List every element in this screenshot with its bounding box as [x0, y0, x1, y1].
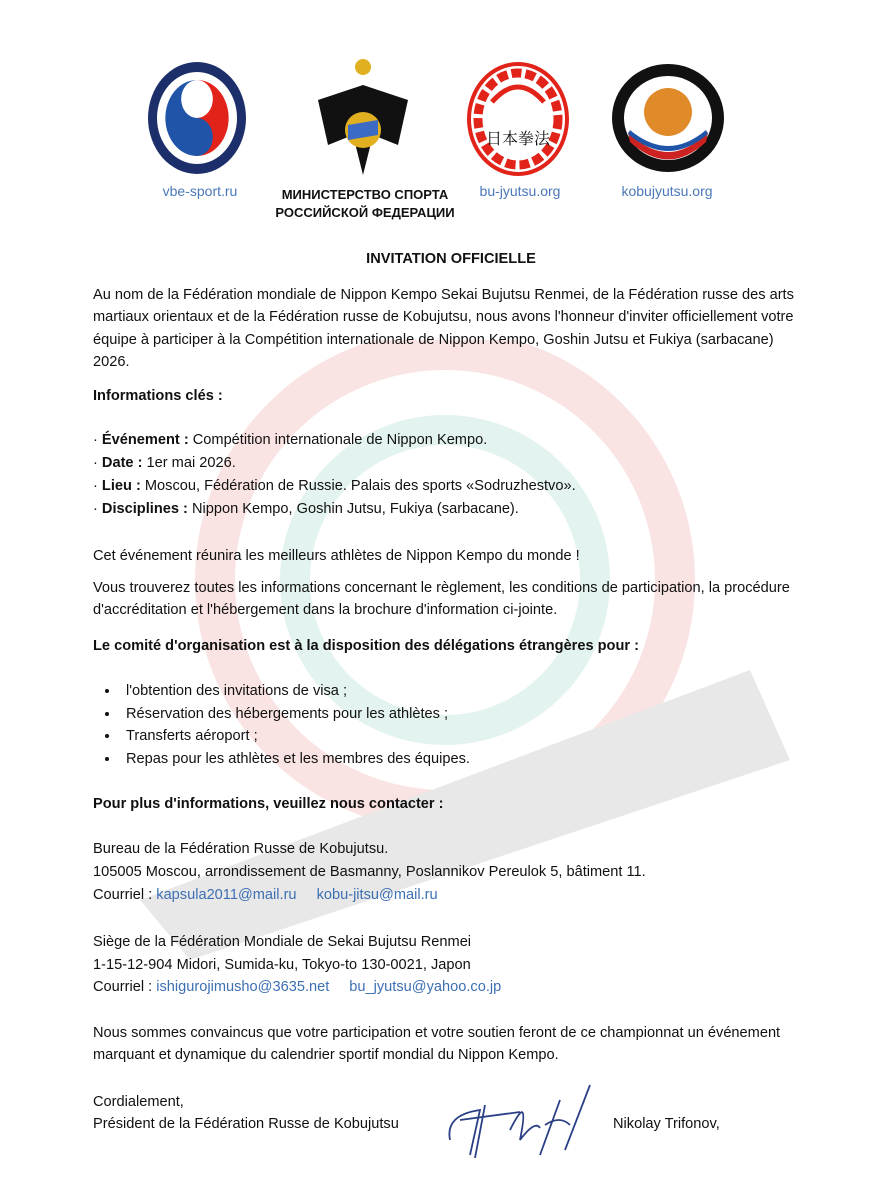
para-event: Cet événement réunira les meilleurs athlètes de Nippon Kempo du monde ! — [93, 548, 580, 564]
ministry-caption: МИНИСТЕРСТВО СПОРТА РОССИЙСКОЙ ФЕДЕРАЦИИ — [275, 187, 455, 220]
list-item: • l'obtention des invitations de visa ; — [120, 680, 840, 703]
contact-renmei: Siège de la Fédération Mondiale de Sekai Bujutsu Renmei 1-15-12-904 Midori, Sumida-ku, Tokyo-to 130-0021, Japon Courriel : ishigurojimusho@3635.net bu_jyutsu@yahoo.co.jp — [93, 934, 502, 995]
list-item: • Transferts aéroport ; — [120, 725, 840, 748]
signature-block: Cordialement, Président de la Fédération Russe de Kobujutsu — [93, 1094, 399, 1133]
key-info-heading: Informations clés : — [93, 388, 223, 404]
key-info-item: · Événement : Compétition internationale de Nippon Kempo. — [93, 432, 488, 448]
closing-paragraph: Nous sommes convaincus que votre participation et votre soutien feront de ce championnat un événement marquant et dynamique du calendrier sportif mondial du Nippon Kempo. — [93, 1025, 781, 1064]
email-link[interactable]: bu_jyutsu@yahoo.co.jp — [349, 979, 502, 995]
key-info-item: · Lieu : Moscou, Fédération de Russie. Palais des sports «Sodruzhestvo». — [93, 478, 576, 494]
email-link[interactable]: kapsula2011@mail.ru — [156, 887, 297, 903]
nippon-kempo-logo — [467, 62, 569, 176]
contact-heading: Pour plus d'informations, veuillez nous contacter : — [93, 796, 444, 812]
committee-list — [93, 680, 840, 770]
email-link[interactable]: kobu-jitsu@mail.ru — [316, 887, 438, 903]
vbe-caption[interactable]: vbe-sport.ru — [162, 183, 238, 199]
vbe-logo — [146, 60, 248, 177]
key-info-item: · Disciplines : Nippon Kempo, Goshin Jutsu, Fukiya (sarbacane). — [93, 501, 519, 517]
kobudzyutsu-logo — [610, 62, 726, 174]
para-brochure: Vous trouverez toutes les informations concernant le règlement, les conditions de participation, la procédure d'accréditation et l'hébergement dans la brochure d'information ci-jointe. — [93, 580, 790, 619]
intro-paragraph: Au nom de la Fédération mondiale de Nippon Kempo Sekai Bujutsu Renmei, de la Fédération russe des arts martiaux orientaux et de la Fédération russe de Kobujutsu, nous avons l'honneur d'inviter officiellement votre équipe à participer à la Compétition internationale de Nippon Kempo, Goshin Jutsu et Fukiya (sarbacane) 2026. — [93, 287, 794, 371]
contact-kobujutsu: Bureau de la Fédération Russe de Kobujutsu. 105005 Moscou, arrondissement de Basmanny, Poslannikov Pereulok 5, bâtiment 11. Courriel : kapsula2011@mail.ru kobu-jitsu@mail.ru — [93, 841, 646, 903]
signatory-name: Nikolay Trifonov, — [613, 1116, 720, 1132]
page-title: INVITATION OFFICIELLE — [366, 251, 536, 267]
kobudzyutsu-caption[interactable]: kobujyutsu.org — [621, 183, 713, 199]
nippon-kempo-caption[interactable]: bu-jyutsu.org — [479, 183, 561, 199]
key-info-list — [93, 429, 813, 521]
list-item: • Réservation des hébergements pour les athlètes ; — [120, 703, 840, 726]
list-item: • Repas pour les athlètes et les membres des équipes. — [120, 748, 840, 771]
svg-text:日本拳法: 日本拳法 — [485, 129, 551, 148]
key-info-item: · Date : 1er mai 2026. — [93, 455, 236, 471]
email-link[interactable]: ishigurojimusho@3635.net — [156, 979, 330, 995]
handwritten-signature — [440, 1080, 600, 1160]
committee-heading: Le comité d'organisation est à la disposition des délégations étrangères pour : — [93, 638, 639, 654]
ministry-emblem — [313, 55, 413, 183]
